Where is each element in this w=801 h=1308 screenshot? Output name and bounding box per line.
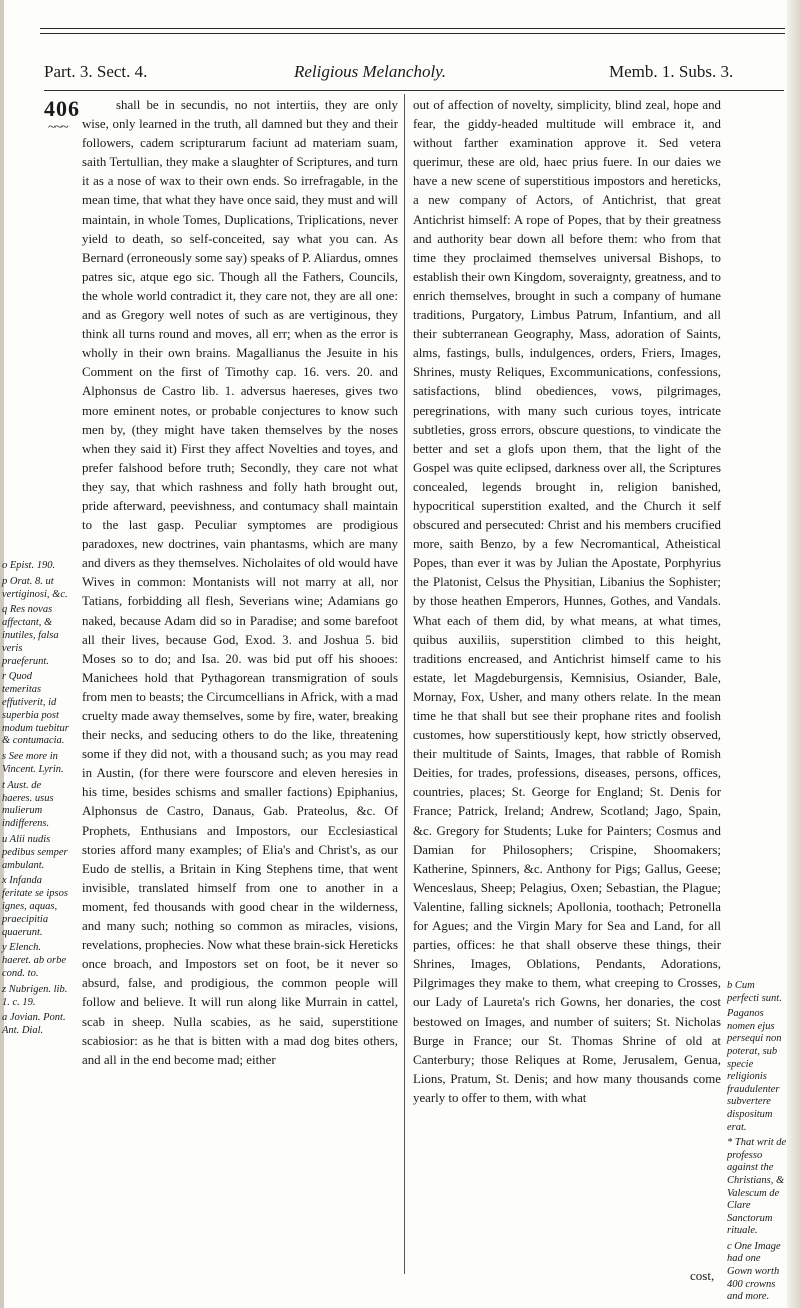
- margin-note: q Res novas affectant, & inutiles, falsa veris praeferunt.: [2, 604, 59, 667]
- margin-note: t Aust. de haeres. usus mulierum indifferens.: [2, 779, 54, 830]
- margin-note: c One Image had one Gown worth 400 crowns and more.: [727, 1240, 781, 1303]
- body-text-right: out of affection of novelty, simplicity, blind zeal, hope and fear, the giddy-headed multitude will embrace it, and without farther examination approve it. Sed vetera querimur, these are old, haec prius fuere. In our daies we have a new scene of superstitious impostors and hereticks, a new company of Actors, of Antichrist, that great Antichrist himself: A rope of Popes, that by their greatness and authority bear down all before them: who from that time they proclaimed themselves universal Bishops, to establish their own Kingdom, soveraignty, greatness, and to enrich themselves, brought in such a company of humane traditions, Purgatory, Limbus Patrum, Infantium, and all their subterranean Geography, Mass, adoration of Saints, alms, fastings, bulls, indulgences, orders, Friers, Images, Shrines, musty Reliques, Excommunications, confessions, satisfactions, blind obediences, vows, pilgrimages, peregrinations, with many such curious toyes, intricate subtleties, gross errors, obscure questions, to vindicate the better and set a glofs upon them, that the light of the Gospel was quite eclipsed, darkness over all, the Scriptures concealed, legends brought in, religion banished, hypocritical superstition exalted, and the Church it self obscured and persecuted: Christ and his members crucified more, saith Benzo, by a few Necromantical, Atheistical Popes, than ever it was by Julian the Apostate, Porphyrius the Platonist, Celsus the Physitian, Libanius the Sophister; by those heathen Emperors, Hunnes, Gothes, and Vandals. What each of them did, by what means, at what times, quibus auxiliis, superstition climbed to this height, traditions encreased, and Antichrist himself came to his estate, let Magdeburgensis, Kemnisius, Osiander, Bale, Mornay, Fox, Usher, and many others relate. In the mean time he that shall but see their prophane rites and foolish customes, how superstitiously kept, how strictly observed, their multitude of Saints, Images, that rabble of Romish Deities, for trades, professions, diseases, persons, offices, countries, places; St. George for England; St. Denis for France; Patrick, Ireland; Andrew, Scotland; Jago, Spain, &c. Gregory for Students; Luke for Painters; Cosmus and Damian for Philosophers; Crispine, Shoomakers; Katherine, Spinners, &c. Anthony for Pigs; Gallus, Geese; Wenceslaus, Sheep; Pelagius, Oxen; Sebastian, the Plague; Valentine, falling sicknels; Apollonia, toothach; Petronella for Agues; and the Virgin Mary for Sea and Land, for all parties, offices: he that shall observe these things, their Shrines, Images, Oblations, Pendants, Adorations, Pilgrimages they make to them, what creeping to Crosses, our Lady of Laureta's rich Gowns, her donaries, the cost bestowed on Images, and number of suiters; St. Nicholas Burge in France; our St. Thomas Shrine of old at Canterbury; those Reliques at Rome, Jerusalem, Genua, Lions, Pratum, St. Denis; and how many thousands come yearly to offer to them, with what: [413, 98, 721, 1105]
- top-rule: [40, 28, 785, 34]
- page-edge-right: [787, 0, 801, 1308]
- margin-note: x Infanda feritate se ipsos ignes, aquas, praecipitia quaerunt.: [2, 875, 68, 938]
- margin-note: b Cum perfecti sunt.: [727, 980, 782, 1004]
- margin-note: y Elench. haeret. ab orbe cond. to.: [2, 942, 67, 979]
- margin-note: o Epist. 190.: [2, 560, 56, 571]
- margin-note: * That writ de professo against the Christians, & Valescum de Clare Sanctorum rituale.: [727, 1137, 787, 1237]
- margin-note: Paganos nomen ejus persequi non poterat, sub specie religionis fraudulenter subvertere dispositum erat.: [727, 1008, 782, 1133]
- text-column-right: [413, 96, 721, 1108]
- body-text-left: shall be in secundis, no not intertiis, they are only wise, only learned in the truth, all damned but they and their followers, cadem scripturarum faciunt ad materiam suam, saith Tertullian, they make a slaughter of Scriptures, and turn it as a nose of wax to their own ends. So irrefragable, in the mean time, that what they have once said, they must and will maintain, in whole Tomes, Duplications, Triplications, never yield to death, so self-conceited, say what you can. As Bernard (erroneously some say) speaks of P. Aliardus, omnes patres sic, atque ego sic. Though all the Fathers, Councils, the whole world contradict it, they care not, they are all one: and as Gregory well notes of such as are vertiginous, they think all turns round and moves, all err; when as the error is wholly in their own brains. Magallianus the Jesuite in his Comment on the first of Timothy cap. 16. vers. 20. and Alphonsus de Castro lib. 1. adversus haereses, gives two more eminent notes, or probable conjectures to know such men by, (they might have taken themselves by the noses when they said it) First they affect Novelties and toyes, and prefer falshood before truth; Secondly, they care not what they say, that which rashness and folly hath brought out, pride afterward, peevishness, and contumacy shall maintain to the last gasp. Peculiar symptomes are prodigious paradoxes, new doctrines, vain phantasms, which are many and divers as they themselves. Nicholaites of old would have Wives in common: Montanists will not marry at all, nor Tatians, forbidding all flesh, Severians wine; Adamians go naked, because Adam did so in Paradise; and some barefoot all their lives, because God, Exod. 3. and Joshua 5. bid Moses so to do; and Isa. 20. was bid put off his shooes: Manichees hold that Pythagorean transmigration of souls from men to beasts; the Circumcellians in Africk, with a mad cruelty made away themselves, some by fire, water, breaking their necks, and seducing others to do the like, threatening some if they did not, with a thousand such; as you may read in Austin, (for there were fourscore and eleven heresies in his time, besides schisms and smaller factions) Epiphanius, Alphonsus de Castro, Danaus, Gab. Prateolus, &c. Of Prophets, Enthusians and Impostors, our Ecclesiastical stories afford many examples; of Elia's and Christ's, as our Eudo de stellis, a Britain in King Stephens time, that went invisible, translated himself from one to another in a moment, fed thousands with good chear in the wilderness, and many such; nothing so common as miracles, visions, revelations, prophecies. Now what these brain-sick Hereticks once broach, and Impostors set on foot, be it never so absurd, false, and prodigious, the common people will follow and believe. It will run along like Murrain in cattel, scab in sheep. Nulla scabies, as he said, superstitione scabiosior: as he that is bitten with a mad dog bites others, and all in the end become mad; either: [82, 98, 398, 1067]
- header-member: Memb. 1. Subs. 3.: [609, 62, 734, 81]
- page-number: 406: [44, 96, 80, 121]
- margin-note: u Alii nudis pedibus semper ambulant.: [2, 833, 68, 871]
- right-margin-notes: [727, 980, 787, 1307]
- margin-note: s See more in Vincent. Lyrin.: [2, 751, 64, 775]
- header-title: Religious Melancholy.: [294, 62, 447, 81]
- text-column-left: [82, 96, 398, 1070]
- margin-note: a Jovian. Pont. Ant. Dial.: [2, 1012, 66, 1037]
- margin-note: p Orat. 8. ut vertiginosi, &c.: [2, 575, 68, 600]
- running-header: [44, 60, 779, 90]
- left-margin-notes: [2, 560, 70, 1041]
- header-part: Part. 3. Sect. 4.: [44, 62, 148, 81]
- header-rule: [44, 90, 784, 91]
- column-divider: [404, 94, 405, 1274]
- margin-note: r Quod temeritas effutiverit, id superbia post modum tuebitur & contumacia.: [2, 671, 69, 747]
- page-number-ornament: ~~~: [48, 120, 68, 135]
- catchword: cost,: [690, 1268, 715, 1283]
- margin-note: z Nubrigen. lib. 1. c. 19.: [2, 983, 68, 1008]
